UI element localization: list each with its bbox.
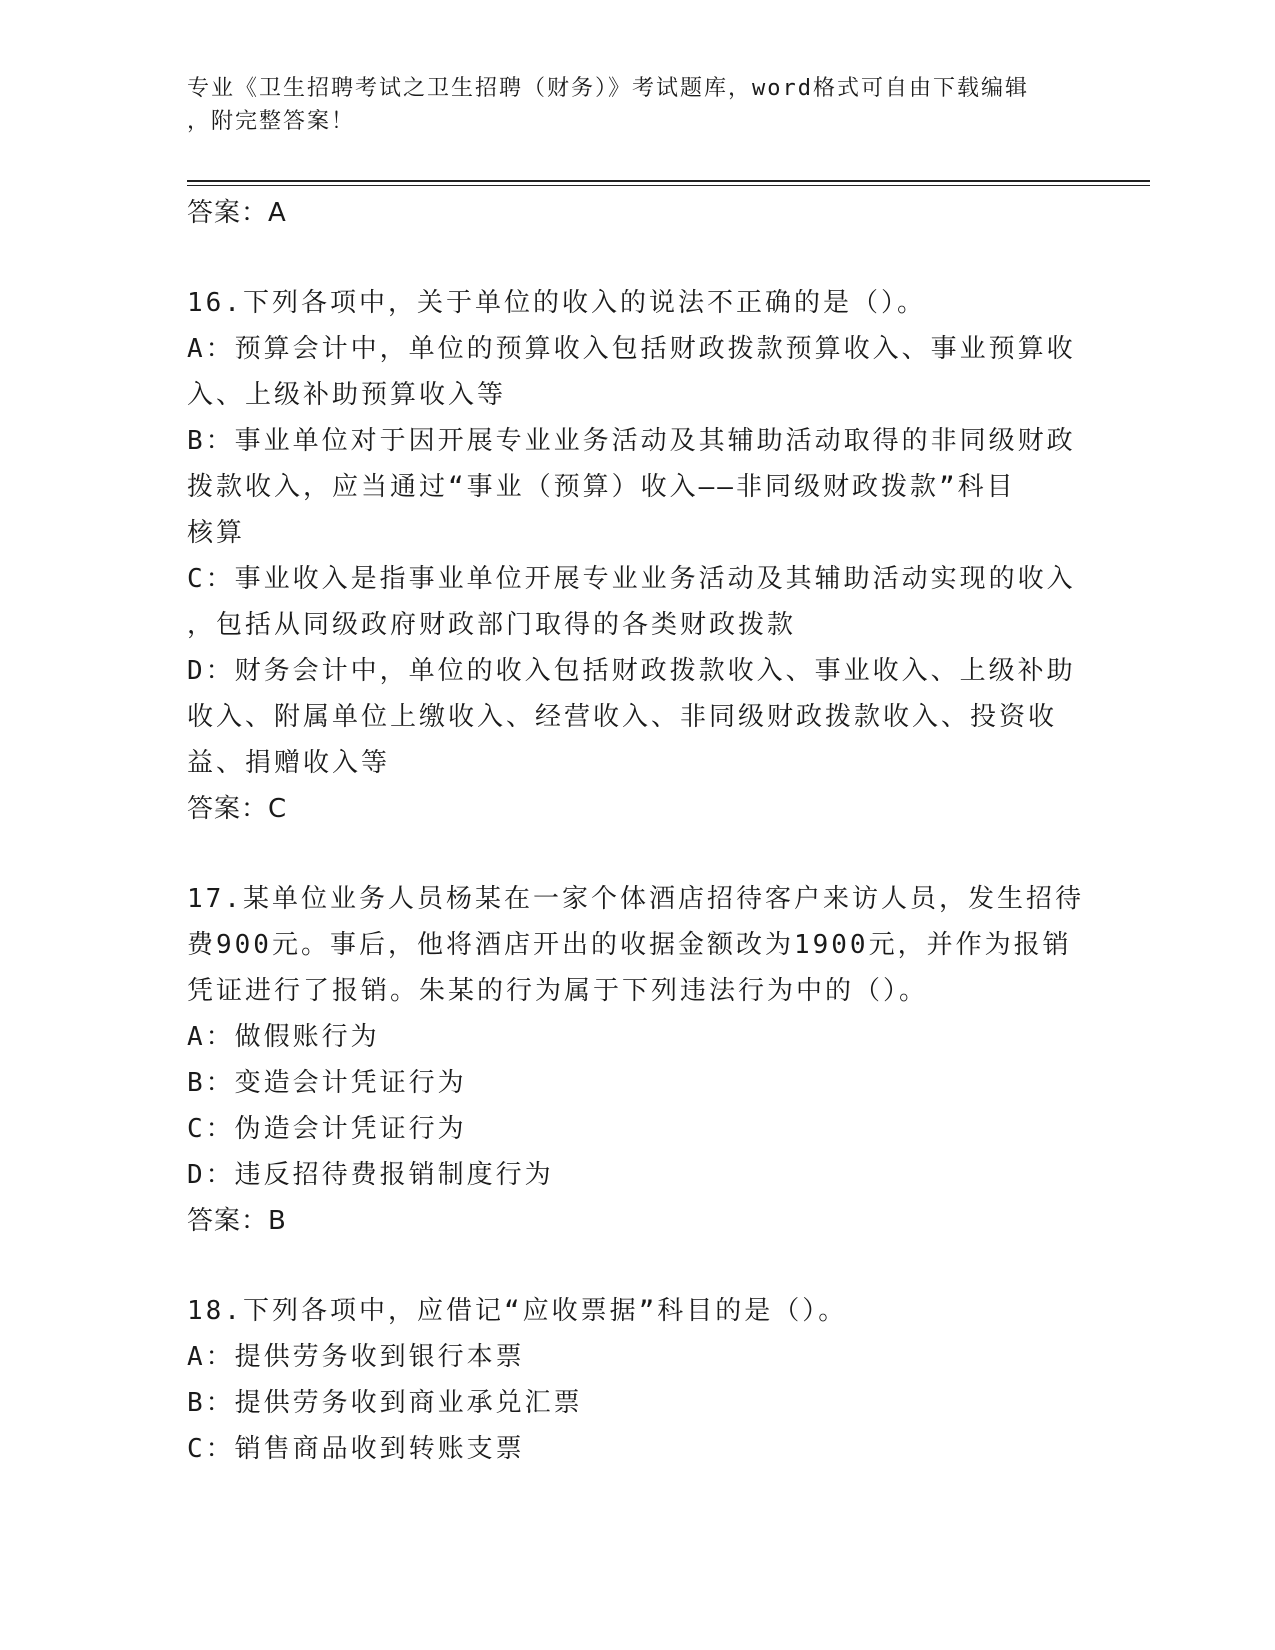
option-b-cont: 拨款收入，应当通过“事业（预算）收入——非同级财政拨款”科目: [187, 472, 1016, 502]
option-c: C：事业收入是指事业单位开展专业业务活动及其辅助活动实现的收入: [187, 564, 1076, 594]
spacer: [187, 832, 1087, 876]
option-c-cont: ，包括从同级政府财政部门取得的各类财政拨款: [187, 610, 797, 640]
spacer: [187, 1244, 1087, 1288]
question-stem: 16.下列各项中，关于单位的收入的说法不正确的是（）。: [187, 288, 926, 318]
document-body: [187, 190, 1087, 1472]
option-d-cont: 收入、附属单位上缴收入、经营收入、非同级财政拨款收入、投资收: [187, 702, 1058, 732]
option-a: A：预算会计中，单位的预算收入包括财政拨款预算收入、事业预算收: [187, 334, 1076, 364]
question-block: [187, 280, 1087, 832]
option-a: A：做假账行为: [187, 1022, 380, 1052]
header-line-2: ，附完整答案！: [187, 109, 356, 134]
answer-line: 答案：B: [187, 1206, 287, 1236]
option-b: B：事业单位对于因开展专业业务活动及其辅助活动取得的非同级财政: [187, 426, 1076, 456]
header-rule-thick: [187, 180, 1150, 182]
question-stem: 18.下列各项中，应借记“应收票据”科目的是（）。: [187, 1296, 848, 1326]
option-b-cont: 核算: [187, 518, 246, 548]
question-stem-cont: 凭证进行了报销。朱某的行为属于下列违法行为中的（）。: [187, 976, 929, 1006]
option-d-cont: 益、捐赠收入等: [187, 748, 391, 778]
spacer: [187, 236, 1087, 280]
option-d: D：财务会计中，单位的收入包括财政拨款收入、事业收入、上级补助: [187, 656, 1076, 686]
question-stem: 17.某单位业务人员杨某在一家个体酒店招待客户来访人员，发生招待: [187, 884, 1084, 914]
question-block: [187, 876, 1087, 1244]
option-d: D：违反招待费报销制度行为: [187, 1160, 554, 1190]
option-a: A：提供劳务收到银行本票: [187, 1342, 525, 1372]
option-b: B：变造会计凭证行为: [187, 1068, 467, 1098]
header-rule-thin: [187, 185, 1150, 186]
option-c: C：伪造会计凭证行为: [187, 1114, 467, 1144]
document-header: [187, 72, 1067, 138]
question-block: [187, 1288, 1087, 1472]
answer-line: 答案：A: [187, 198, 287, 228]
answer-line: 答案：C: [187, 794, 288, 824]
option-b: B：提供劳务收到商业承兑汇票: [187, 1388, 583, 1418]
question-stem-cont: 费900元。事后，他将酒店开出的收据金额改为1900元，并作为报销: [187, 930, 1072, 960]
header-line-1: 专业《卫生招聘考试之卫生招聘（财务）》考试题库，word格式可自由下载编辑: [187, 76, 1029, 101]
option-c: C：销售商品收到转账支票: [187, 1434, 525, 1464]
option-a-cont: 入、上级补助预算收入等: [187, 380, 507, 410]
